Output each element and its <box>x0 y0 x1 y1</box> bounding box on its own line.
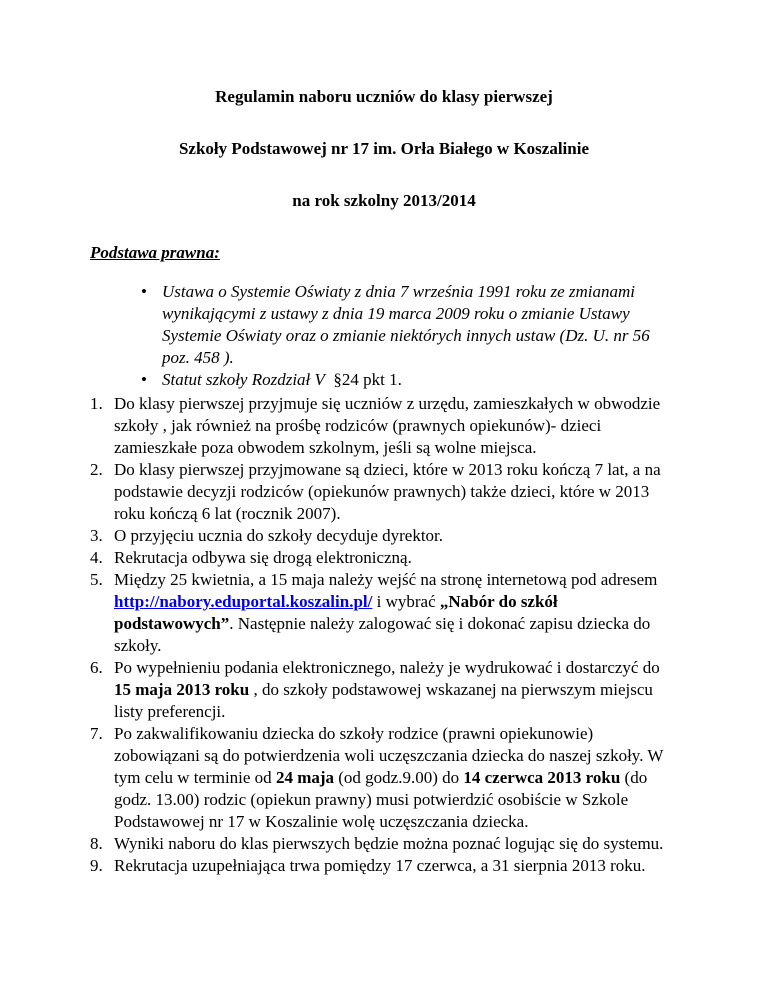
rule-text: Do klasy pierwszej przyjmowane są dzieci, które w 2013 roku kończą 7 lat, a na podstawie decyzji rodziców (opiekunów prawnych) także dzieci, które w 2013 roku kończą 6 lat (rocznik 2007). <box>114 460 661 523</box>
document-title-line-3: na rok szkolny 2013/2014 <box>292 191 476 210</box>
rule-text: . Następnie należy zalogować się i dokonać zapisu dziecka do szkoły. <box>114 614 651 655</box>
rule-number: 6. <box>90 658 103 677</box>
nabory-portal-link[interactable]: http://nabory.eduportal.koszalin.pl/ <box>114 592 373 611</box>
rule-text-bold: 15 maja 2013 roku <box>114 680 250 699</box>
rule-text: Do klasy pierwszej przyjmuje się uczniów z urzędu, zamieszkałych w obwodzie szkoły , jak również na prośbę rodziców (prawnych opiekunów)- dzieci zamieszkałe poza obwodem szkolnym, jeśli są wolne miejsca. <box>114 394 661 457</box>
rule-number: 5. <box>90 570 103 589</box>
rule-text: Po wypełnieniu podania elektronicznego, należy je wydrukować i dostarczyć do <box>114 658 660 677</box>
rule-item <box>0 459 666 525</box>
rule-text: Wyniki naboru do klas pierwszych będzie można poznać logując się do systemu. <box>114 834 664 853</box>
rule-item <box>0 855 666 877</box>
legal-basis-heading: Podstawa prawna: <box>90 243 220 262</box>
rule-number: 1. <box>90 394 103 413</box>
rule-text: , do szkoły podstawowej wskazanej na pierwszym miejscu listy preferencji. <box>114 680 653 721</box>
rule-item <box>0 393 666 459</box>
rule-item <box>0 569 666 657</box>
rule-text: i wybrać <box>372 592 440 611</box>
rule-text: (od godz.9.00) do <box>334 768 464 787</box>
rule-item <box>0 833 666 855</box>
rule-item <box>0 525 666 547</box>
bullet-icon: • <box>141 370 147 389</box>
legal-basis-text-italic: Statut szkoły Rozdział V <box>162 370 325 389</box>
rule-number: 3. <box>90 526 103 545</box>
legal-basis-text: Ustawa o Systemie Oświaty z dnia 7 września 1991 roku ze zmianami wynikającymi z ustawy z dnia 19 marca 2009 roku o zmianie Ustawy Systemie Oświaty oraz o zmianie niektórych innych ustaw (Dz. U. nr 56 poz. 458 ). <box>162 282 650 367</box>
rule-number: 4. <box>90 548 103 567</box>
rule-text: Rekrutacja odbywa się drogą elektroniczną. <box>114 548 412 567</box>
rule-text: Po zakwalifikowaniu dziecka do szkoły rodzice (prawni opiekunowie) zobowiązani są do potwierdzenia woli uczęszczania dziecka do naszej szkoły. W tym celu w terminie od <box>114 724 664 787</box>
rule-item <box>0 657 666 723</box>
legal-basis-item <box>0 369 670 391</box>
document-title-line-1: Regulamin naboru uczniów do klasy pierwszej <box>215 87 553 106</box>
legal-basis-item <box>0 281 670 369</box>
legal-basis-text-normal: §24 pkt 1. <box>333 370 402 389</box>
rule-text: Między 25 kwietnia, a 15 maja należy wejść na stronę internetową pod adresem <box>114 570 658 589</box>
rule-number: 7. <box>90 724 103 743</box>
rule-text-bold: 14 czerwca 2013 roku <box>463 768 621 787</box>
rule-number: 8. <box>90 834 103 853</box>
rules-list <box>0 393 768 877</box>
document-title-line-2: Szkoły Podstawowej nr 17 im. Orła Białego w Koszalinie <box>178 139 590 158</box>
rule-number: 9. <box>90 856 103 875</box>
legal-basis-list <box>0 281 768 391</box>
rule-item <box>0 723 666 833</box>
rule-item <box>0 547 666 569</box>
rule-number: 2. <box>90 460 103 479</box>
bullet-icon: • <box>141 282 147 301</box>
rule-text-bold: „Nabór do szkół podstawowych” <box>114 592 558 633</box>
rule-text: O przyjęciu ucznia do szkoły decyduje dyrektor. <box>114 526 444 545</box>
rule-text-bold: 24 maja <box>275 768 335 787</box>
rule-text: Rekrutacja uzupełniająca trwa pomiędzy 17 czerwca, a 31 sierpnia 2013 roku. <box>114 856 646 875</box>
rule-text: (do godz. 13.00) rodzic (opiekun prawny) musi potwierdzić osobiście w Szkole Podstawowej nr 17 w Koszalinie wolę uczęszczania dziecka. <box>114 768 648 831</box>
